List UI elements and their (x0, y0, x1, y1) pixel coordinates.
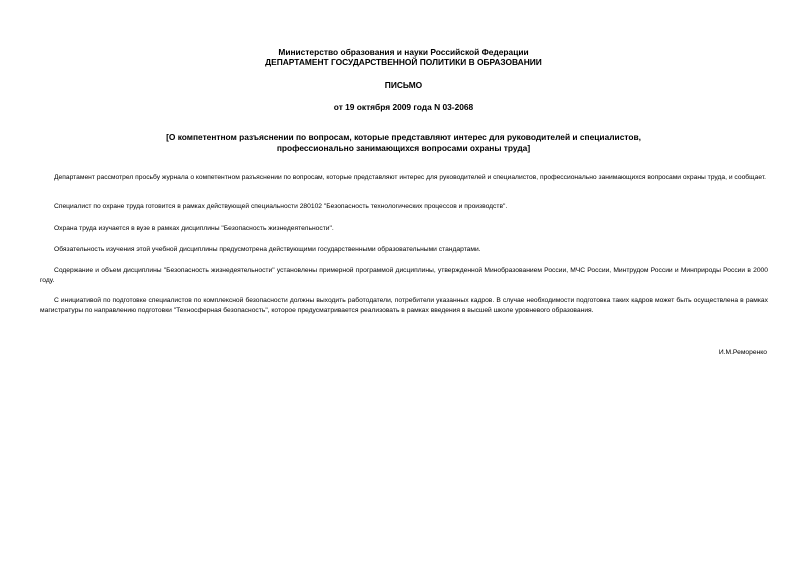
department-name: ДЕПАРТАМЕНТ ГОСУДАРСТВЕННОЙ ПОЛИТИКИ В ОБРАЗОВАНИИ (265, 57, 542, 67)
body-paragraph-3: Охрана труда изучается в вузе в рамках дисциплины "Безопасность жизнедеятельности". (54, 225, 334, 232)
body-paragraph-5: Содержание и объем дисциплины "Безопасность жизнедеятельности" установлены примерной программой дисциплины, утвержденной Минобразованием России, МЧС России, Минтрудом России и Минприроды России в 2000 году. (40, 267, 768, 284)
subject-line-1: [О компетентном разъяснении по вопросам, которые представляют интерес для руководителей и специалистов, (166, 132, 641, 142)
signature-name: И.М.Реморенко (718, 349, 767, 356)
body-paragraph-6: С инициативой по подготовке специалистов по комплексной безопасности должны выходить работодатели, потребители указанных кадров. В случае необходимости подготовка таких кадров может быть осуществлена в рамках магистратуры по направлению подготовки "Техносферная безопасность", которое предусматривается реализовать в рамках введения в высшей школе уровневого образования. (40, 297, 768, 314)
subject-line-2: профессионально занимающихся вопросами охраны труда] (276, 143, 531, 153)
body-paragraph-1: Департамент рассмотрел просьбу журнала о компетентном разъяснении по вопросам, которые представляют интерес для руководителей и специалистов, профессионально занимающихся вопросами охраны труда, и сообщает. (54, 174, 767, 181)
ministry-name: Министерство образования и науки Российской Федерации (278, 47, 529, 57)
body-paragraph-2: Специалист по охране труда готовится в рамках действующей специальности 280102 "Безопасность технологических процессов и производств". (54, 203, 508, 210)
document-date-number: от 19 октября 2009 года N 03-2068 (333, 102, 474, 112)
document-subject (0, 132, 807, 154)
document-type: ПИСЬМО (384, 80, 423, 90)
body-paragraph-4: Обязательность изучения этой учебной дисциплины предусмотрена действующими государственными образовательными стандартами. (54, 246, 481, 253)
